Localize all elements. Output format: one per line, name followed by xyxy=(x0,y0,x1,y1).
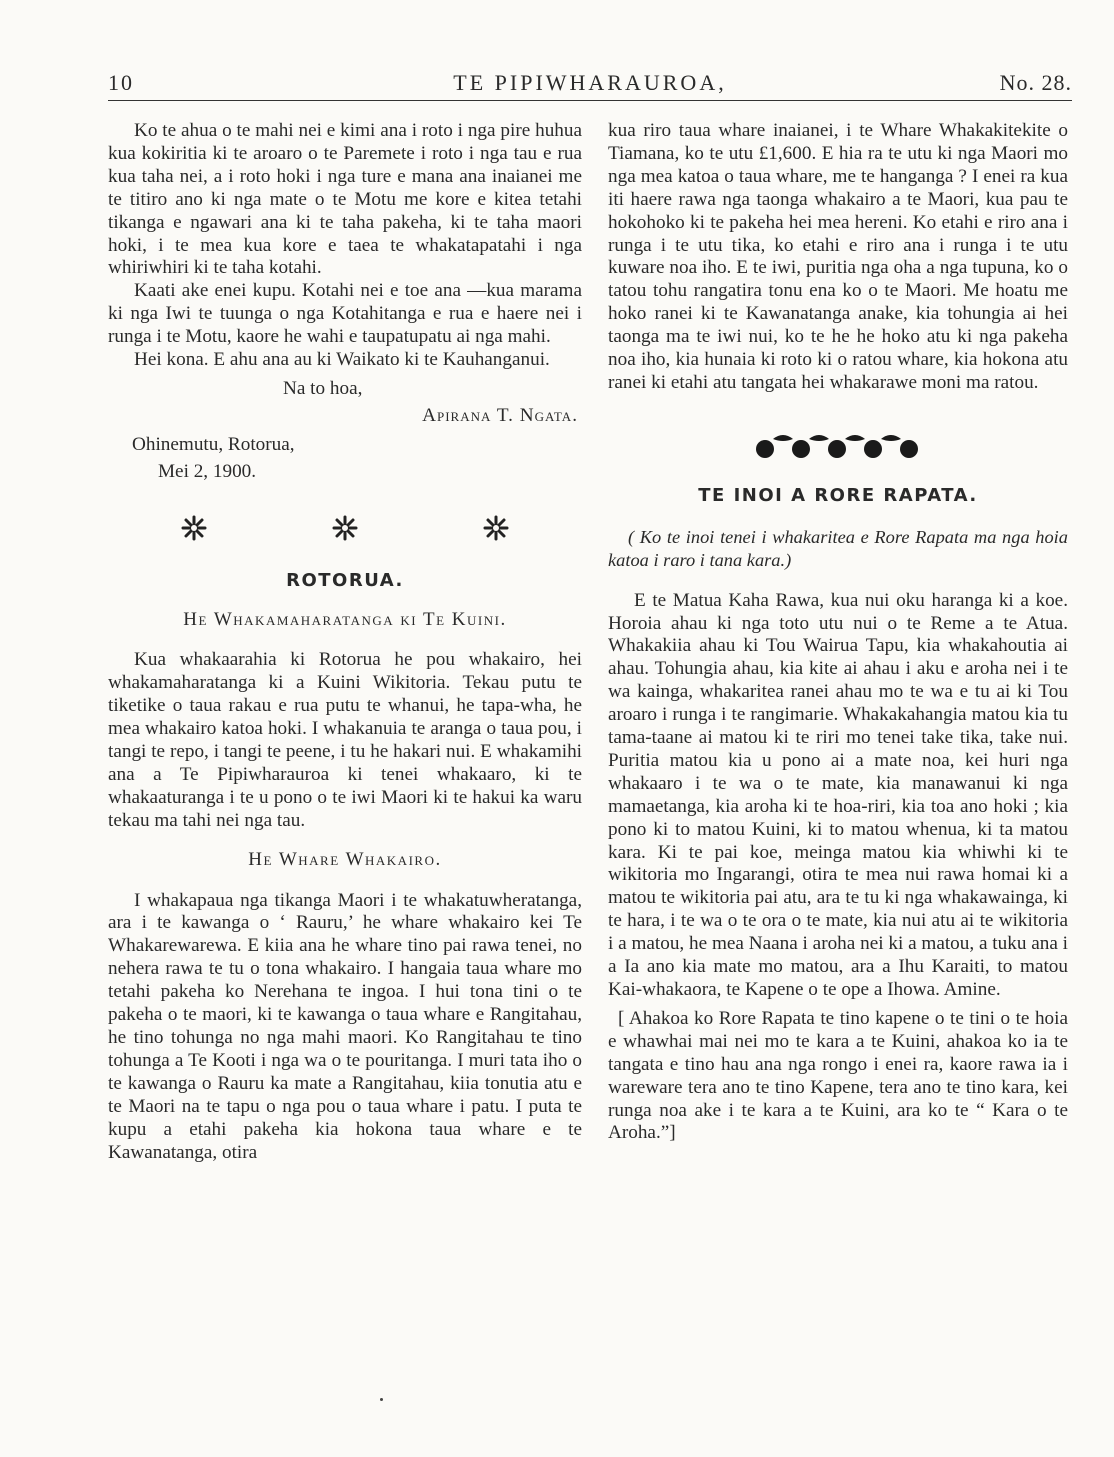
section-subheading: He Whakamaharatanga ki Te Kuini. xyxy=(183,608,507,630)
article-paragraph: Hei kona. E ahu ana au ki Waikato ki te Kauhanganui. xyxy=(134,349,550,371)
dateline-date: Mei 2, 1900. xyxy=(158,460,257,482)
closing-salutation: Na to hoa, xyxy=(283,377,363,399)
editorial-note: [ Ahakoa ko Rore Rapata te tino kapene o te tini o te hoia e whawhai mai nei mo te kara a te Kuini, ahakoa ko ia te tangata e tino hau ana nga rongo i enei ra, kaore rawa ia i wareware tera ano te tino Kapene, tera ano te tino kara, kei runga noa ake i te kara a te Kuini, ara ko te “ Kara o te Aroha.”] xyxy=(608,1007,1068,1144)
newspaper-title: TE PIPIWHARAUROA, xyxy=(453,70,727,95)
star-divider xyxy=(108,514,582,544)
article-paragraph: Kaati ake enei kupu. Kotahi nei e toe ana —kua marama ki nga Iwi te tuunga o nga Kotahitanga e rua e haere nei i runga i te Motu, kaore he wahi e taupatupatu ai nga mahi. xyxy=(108,280,582,348)
star-ornament-icon xyxy=(331,514,359,542)
star-ornament-icon xyxy=(180,514,208,542)
article-paragraph: I whakapaua nga tikanga Maori i te whakatuwheratanga, ara i te kawanga o ‘ Rauru,’ he whare whakairo kei Te Whakarewarewa. E kiia ana he whare tino pai rawa tenei, no nehera rawa te tu o tona whakairo. I hangaia taua whare mo tetahi pakeha ko Nerehana te ingoa. I hui tona tini o te pakeha o te maori, ki te kawanga o taua whare e Rangitahau, he tino tohunga no nga mahi maori. Ko Rangitahau te tino tohunga a Te Kooti i nga wa o te pouritanga. I muri tata iho o te kawanga o Rauru ka mate a Rangitahau, kiia tonutia atu e te Maori na te tapu o nga pou o taua whare i patu. I puta te kupu a etahi pakeha kia hokona taua whare e te Kawanatanga, otira xyxy=(108,889,582,1163)
article-paragraph: kua riro taua whare inaianei, i te Whare Whakakitekite o Tiamana, ko te utu £1,600. E hia ra te utu ki nga Maori mo nga mea katoa o taua whare, me te hanganga ? I enei ra kua iti haere rawa nga taonga whakairo a te Maori, kua pau te hokohoko ki te pakeha hei mea hereni. Ko etahi e riro ana i runga i te utu tika, ko etahi e riro ana i runga i te utu kuware noa iho. E te iwi, puritia nga oha a nga tupuna, ko o tatou tohu rangatira tonu ena ko o te Maori. Me hoatu me hoko ranei ki te Kawanatanga anake, kia tohungia ai hei taonga ma te iwi nui, ko te he he hoko atu ki nga pakeha noa iho, kia hunaia ki roto ki o ratou whare, kia hokona atu ranei ki etahi atu tangata hei whakarawe moni ma ratou. xyxy=(608,120,1068,393)
print-speck xyxy=(380,1398,383,1401)
page-number: 10 xyxy=(108,70,134,95)
section-heading-rotorua: ROTORUA. xyxy=(286,569,404,591)
page-header xyxy=(108,64,1072,101)
article-paragraph: Ko te ahua o te mahi nei e kimi ana i roto i nga pire huhua kua kokiritia ki te aroaro o te Paremete i roto i nga tau e rua kua taha nei, a i roto hoki i nga ture e mana ana inaianei me te titiro ano ki nga mate o te Motu me kore e kitea tetahi tikanga e ngawari ana ki te taha pakeha, ki te taha maori hoki, i te mea kua kore e taea te whakatapatahi i nga whiriwhiri ki te taha kotahi. xyxy=(108,120,582,279)
dateline-place: Ohinemutu, Rotorua, xyxy=(132,433,295,455)
section-subheading: He Whare Whakairo. xyxy=(248,848,442,870)
left-column xyxy=(108,120,582,1164)
issue-number: No. 28. xyxy=(999,70,1072,95)
star-ornament-icon xyxy=(482,514,510,542)
article-paragraph: Kua whakaarahia ki Rotorua he pou whakairo, hei whakamaharatanga ki a Kuini Wikitoria. Tekau putu te tiketike o taua rakau e rua putu te whanui, he tapa-wha, he mea whakairo katoa hoki. I whakanuia te aranga o taua pou, i tangi te repo, i tangi te peene, i tu he hakari nui. E whakamihi ana a Te Pipiwharauroa ki tenei whakaaro, ki te whakaaturanga i te u pono o te iwi Maori ki te hakui ka waru tekau ma tahi nei nga tau. xyxy=(108,649,582,831)
prayer-intro: ( Ko te inoi tenei i whakaritea e Rore Rapata ma nga hoia katoa i raro i tana kara.) xyxy=(608,526,1068,570)
prayer-text: E te Matua Kaha Rawa, kua nui oku haranga ki a koe. Horoia ahau ki nga toto utu nui o te Reme a te Atua. Whakakiia ahau ki Tou Wairua Tapu, kia whakahoutia ai ahau. Tohungia ahau, kia kite ai ahau i aku e aroha nei i te wa kainga, whakaritea ranei ahau mo te wa e tu ai ki Tou aroaro i runga i te rangimarie. Whakakahangia matou kia tu tama-taane ai matou ki te riri mo tenei take tika, take nui. Puritia matou kia u pono ai a mate noa, kei huri nga whakaaro i te wa o te mate, kia manawanui ki nga mamaetanga, kia aroha ki te hoa-riri, kia toa ano hoki ; kia pono ki to matou Kuini, ki to matou whenua, ki ta matou kara. Ki te pai koe, meinga matou kia whiwhi ki te wikitoria mo Ingarangi, otira te mea nui rawa homai ki a matou te wikitoria pai atu, ara te tu ki nga whakawainga, ki te hara, i te wa o te ora o te mate, kia nui atu ai te wikitoria i a matou, he mea Naana i aroha nei ki a matou, a tuku ana i a Ia ano kia mate mo matou, ara a Ihu Karaiti, to matou Kai-whakaora, te Kapene o te ope a Ihowa. Amine. xyxy=(608,589,1068,1000)
right-column xyxy=(608,120,1068,1145)
fleuron-divider-icon xyxy=(753,429,923,463)
section-heading-inoi: TE INOI A RORE RAPATA. xyxy=(698,484,978,506)
author-signature: Apirana T. Ngata. xyxy=(422,404,578,426)
